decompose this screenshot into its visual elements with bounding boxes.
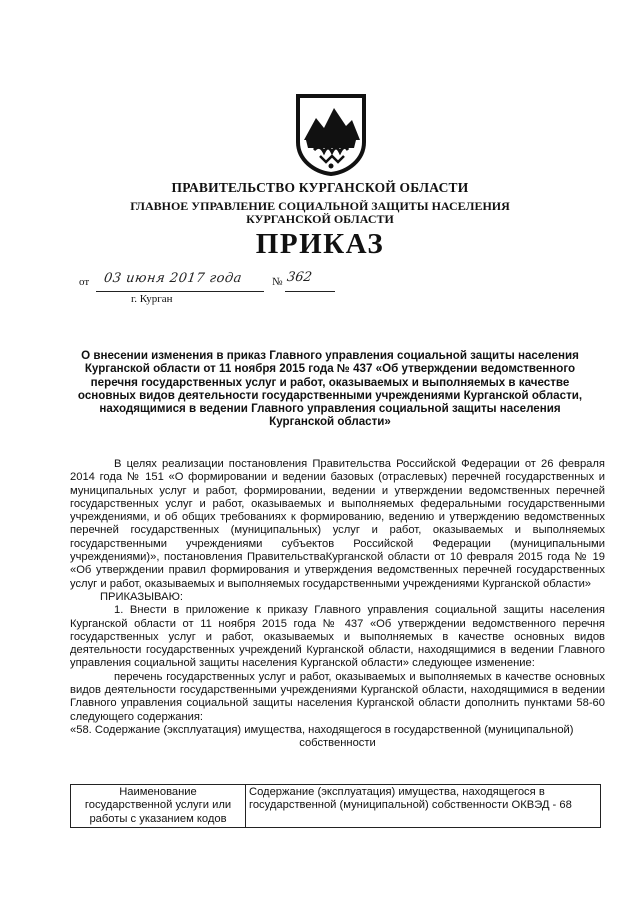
table-row — [71, 785, 601, 828]
number-prefix: № — [272, 276, 283, 288]
item-1-detail-paragraph: перечень государственных услуг и работ, оказываемых и выполняемых в качестве основных видов деятельности государственными учреждениями Курганской области, находящимися в ведении Главного управления социальной защиты населения Курганской области дополнить пунктами 58-60 следующего содержания: — [70, 670, 605, 723]
preamble-paragraph: В целях реализации постановления Правительства Российской Федерации от 26 февраля 2014 года № 151 «О формировании и ведении базовых (отраслевых) перечней государственных и муниципальных услуг и работ, формировании, ведении и утверждении ведомственных перечней государственных услуг и работ, оказываемых и выполняемых федеральными государственными учреждениями, и об общих требованиях к формированию, ведению и утверждению ведомственных перечней государственных (муниципальных) услуг и работ, оказываемых и выполняемых государственными учреждениями субъектов Российской Федерации (муниципальными учреждениями)», постановления ПравительстваКурганской области от 10 февраля 2015 года № 19 «Об утверждении правил формирования и утверждения ведомственных перечней государственных услуг и работ, оказываемых и выполняемых государственными учреждениями Курганской области» — [70, 458, 605, 590]
order-word: ПРИКАЗЫВАЮ: — [100, 590, 184, 603]
item-1-paragraph: 1. Внести в приложение к приказу Главного управления социальной защиты населения Курганской области от 11 ноября 2015 года № 437 «Об утверждении ведомственного перечня государственных услуг и работ, оказываемых и выполняемых в качестве основных видов деятельности государственных учреждений Курганской области, находящимися в ведении Главного управления социальной защиты населения Курганской области» следующее изменение: — [70, 604, 605, 670]
department-name-line2: КУРГАНСКОЙ ОБЛАСТИ — [246, 212, 394, 226]
date-prefix: от — [79, 276, 90, 288]
government-name: ПРАВИТЕЛЬСТВО КУРГАНСКОЙ ОБЛАСТИ — [171, 180, 469, 195]
handwritten-number: 362 — [285, 270, 313, 285]
table-cell-label: Наименование государственной услуги или работы с указанием кодов — [71, 785, 246, 828]
document-body — [70, 458, 605, 751]
document-title: ПРИКАЗ — [255, 228, 385, 260]
document-subject: О внесении изменения в приказ Главного управления социальной защиты населения Курганской области от 11 ноября 2015 года № 437 «Об утверждении ведомственного перечня государственных услуг и работ, оказываемых и выполняемых в качестве основных видов деятельности государственными учреждениями Курганской области, находящимися в ведении Главного управления социальной защиты населения Курганской области» — [77, 349, 583, 429]
number-underline — [285, 291, 335, 292]
table-cell-value: Содержание (эксплуатация) имущества, находящегося в государственной (муниципальной) собственности ОКВЭД - 68 — [246, 785, 601, 828]
point-58-heading: «58. Содержание (эксплуатация) имущества, находящегося в государственной (муниципальной) — [70, 723, 574, 736]
date-underline — [96, 291, 264, 292]
department-name-line1: ГЛАВНОЕ УПРАВЛЕНИЕ СОЦИАЛЬНОЙ ЗАЩИТЫ НАСЕЛЕНИЯ — [130, 199, 510, 213]
coat-of-arms-emblem — [294, 92, 368, 176]
services-table — [70, 784, 601, 828]
handwritten-date: 03 июня 2017 года — [102, 271, 243, 286]
point-58-heading-cont: собственности — [299, 737, 376, 750]
city-name: г. Курган — [131, 293, 173, 305]
